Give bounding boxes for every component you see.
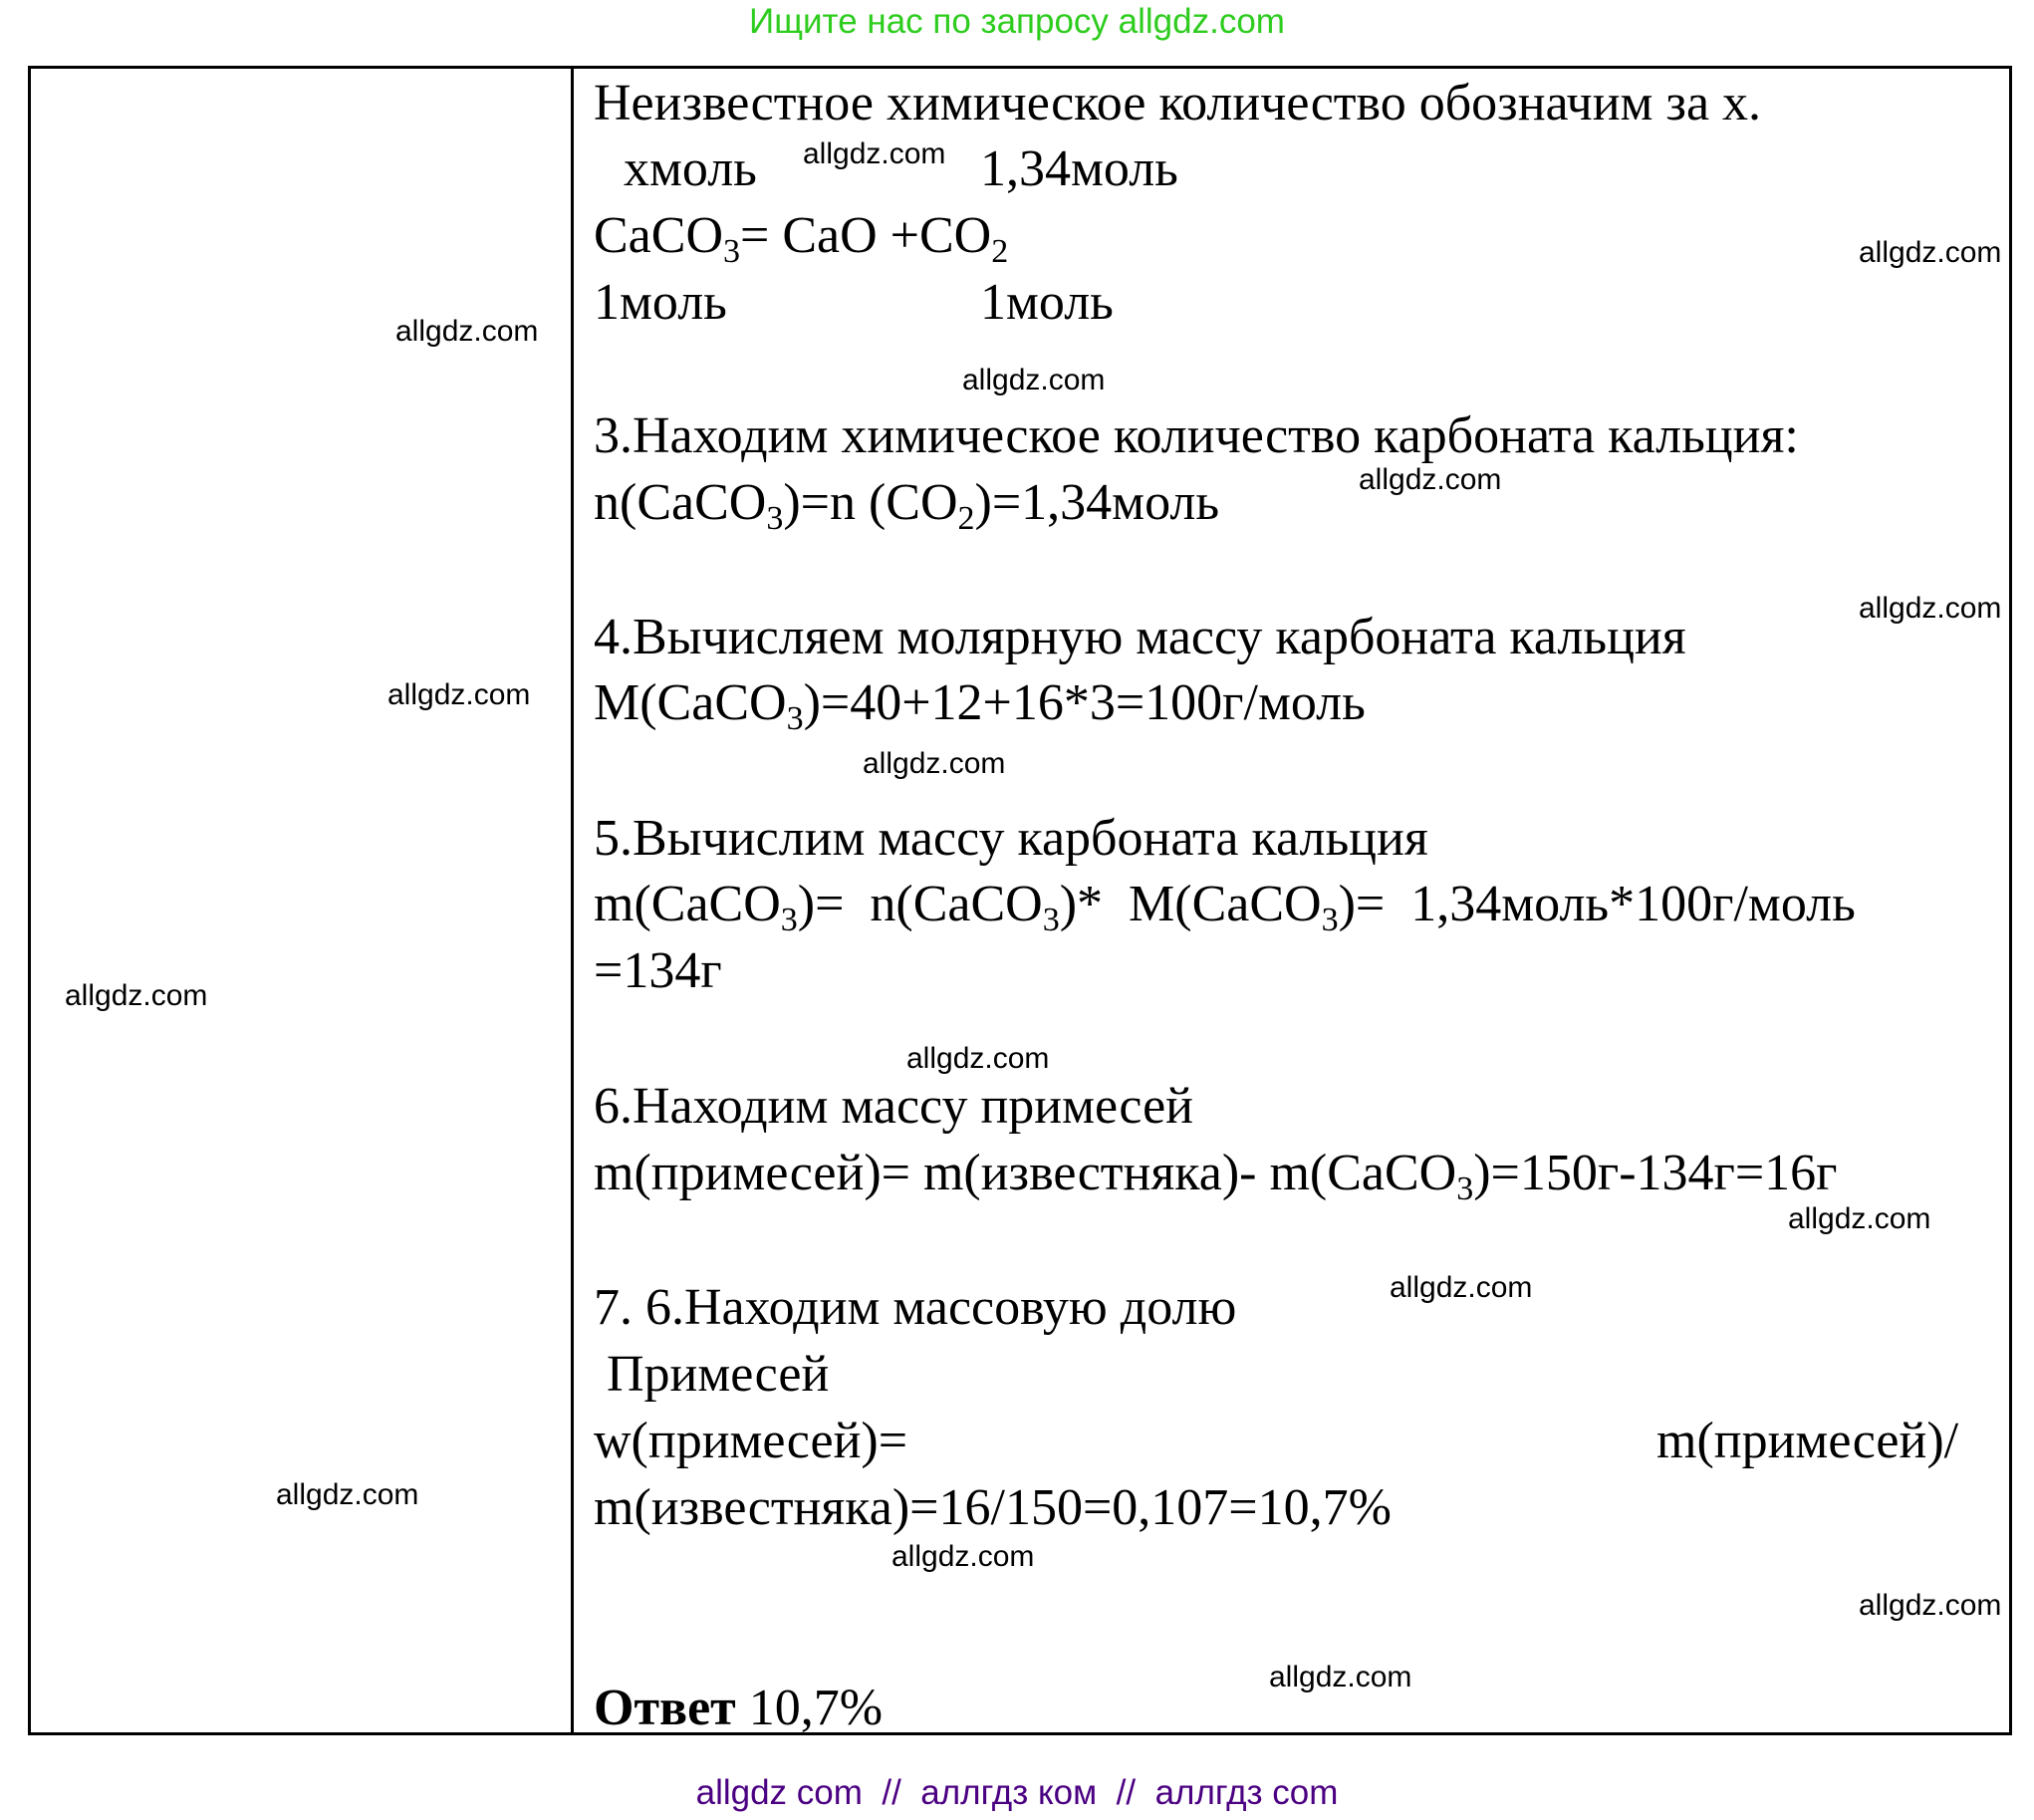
step6-sub: 3: [1456, 1170, 1474, 1207]
eq-top-right: 1,34моль: [980, 140, 1178, 197]
watermark: allgdz.com: [863, 747, 1006, 780]
step5-title: 5.Вычислим массу карбоната кальция: [594, 810, 1428, 867]
step4-sub: 3: [786, 700, 804, 737]
step7-calc: m(известняка)=16/150=0,107=10,7%: [594, 1479, 1392, 1536]
watermark: allgdz.com: [891, 1540, 1035, 1573]
footer-sep: //: [1097, 1773, 1155, 1812]
step6-title: 6.Находим массу примесей: [594, 1078, 1194, 1135]
watermark: allgdz.com: [962, 364, 1106, 396]
bottom-banner[interactable]: [0, 1773, 2034, 1813]
watermark: allgdz.com: [1788, 1202, 1931, 1235]
answer-value: 10,7%: [735, 1680, 884, 1736]
step3-c: )=1,34моль: [974, 474, 1220, 531]
reaction-equation: [594, 206, 1009, 270]
watermark: allgdz.com: [1269, 1661, 1412, 1693]
step7-title: 7. 6.Находим массовую долю: [594, 1279, 1237, 1336]
step4-b: )=40+12+16*3=100г/моль: [803, 674, 1366, 731]
step4-formula: [594, 673, 1366, 737]
watermark: allgdz.com: [65, 979, 208, 1012]
step5-c: )* M(CaCO: [1059, 876, 1322, 932]
eq-products: = CaO +CO: [740, 207, 992, 264]
watermark: allgdz.com: [906, 1042, 1050, 1075]
step6-formula: [594, 1144, 1838, 1207]
watermark: allgdz.com: [1859, 236, 2002, 269]
top-banner[interactable]: Ищите нас по запросу allgdz.com: [749, 2, 1285, 41]
eq-reactant: CaCO: [594, 207, 723, 264]
step5-formula: [594, 875, 1856, 938]
watermark: allgdz.com: [276, 1478, 419, 1511]
step5-sub3: 3: [1321, 902, 1339, 938]
step5-a: m(CaCO: [594, 876, 781, 932]
watermark: allgdz.com: [1859, 592, 2002, 625]
eq-reactant-sub: 3: [723, 233, 740, 270]
footer-part1[interactable]: allgdz com: [695, 1773, 863, 1812]
answer-line: [594, 1679, 883, 1738]
step3-sub1: 3: [766, 500, 784, 537]
step5-result: =134г: [594, 942, 722, 999]
watermark: allgdz.com: [803, 137, 946, 170]
eq-top-left: хмоль: [624, 140, 757, 197]
step5-d: )= 1,34моль*100г/моль: [1338, 876, 1856, 932]
watermark: allgdz.com: [395, 315, 539, 348]
step6-b: )=150г-134г=16г: [1473, 1145, 1838, 1201]
footer-part3[interactable]: аллгдз com: [1154, 1773, 1339, 1812]
step7-w: w(примесей)=: [594, 1413, 908, 1469]
step3-b: )=n (CO: [783, 474, 958, 531]
step7-title2: Примесей: [594, 1346, 830, 1403]
step5-b: )= n(CaCO: [797, 876, 1043, 932]
footer-part2[interactable]: аллгдз ком: [920, 1773, 1098, 1812]
watermark: allgdz.com: [1859, 1589, 2002, 1622]
step4-title: 4.Вычисляем молярную массу карбоната кальция: [594, 609, 1686, 665]
eq-bottom-left: 1моль: [594, 274, 727, 331]
step4-a: M(CaCO: [594, 674, 787, 731]
step5-sub2: 3: [1042, 902, 1060, 938]
step3-title: 3.Находим химическое количество карбоната кальция:: [594, 407, 1799, 464]
watermark: allgdz.com: [1359, 463, 1502, 496]
step3-sub2: 2: [957, 500, 975, 537]
step3-formula: [594, 473, 1220, 537]
watermark: allgdz.com: [1390, 1271, 1533, 1304]
step3-a: n(CaCO: [594, 474, 767, 531]
step7-w-right: m(примесей)/: [1656, 1413, 1959, 1469]
column-divider: [571, 66, 574, 1735]
step6-a: m(примесей)= m(известняка)- m(CaCO: [594, 1145, 1457, 1201]
answer-label: Ответ: [594, 1680, 736, 1736]
step5-sub1: 3: [780, 902, 798, 938]
eq-bottom-right: 1моль: [980, 274, 1114, 331]
eq-products-sub: 2: [991, 233, 1009, 270]
watermark: allgdz.com: [387, 678, 531, 711]
footer-sep: //: [862, 1773, 921, 1812]
intro-line: Неизвестное химическое количество обозначим за х.: [594, 75, 1762, 131]
